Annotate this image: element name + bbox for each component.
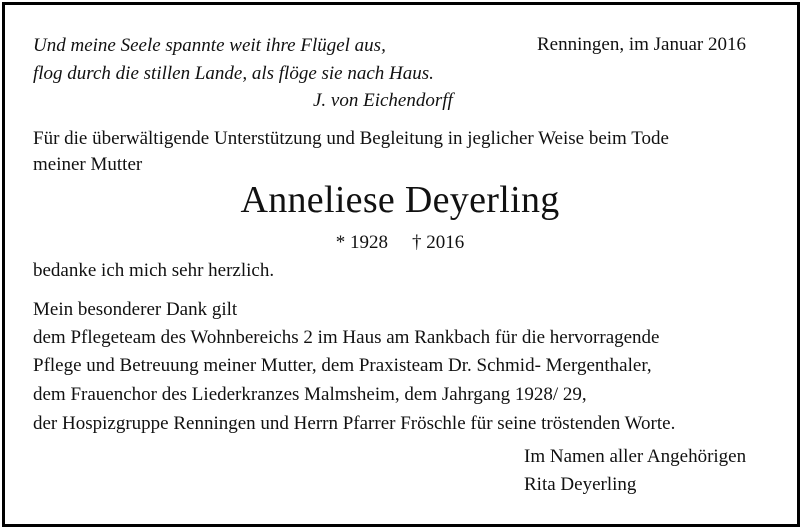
special-thanks-line: dem Pflegeteam des Wohnbereichs 2 im Haus am Rankbach für die hervorragende: [33, 327, 660, 348]
poem-line-2: flog durch die stillen Lande, als flöge sie nach Haus.: [33, 63, 434, 84]
special-thanks-line: der Hospizgruppe Renningen und Herrn Pfarrer Fröschle für seine tröstenden Worte.: [33, 413, 676, 434]
death-year: † 2016: [412, 232, 465, 253]
intro-line-1: Für die überwältigende Unterstützung und Begleitung in jeglicher Weise beim Tode: [33, 128, 669, 149]
signature-line-1: Im Namen aller Angehörigen: [524, 446, 747, 467]
thanks-line: bedanke ich mich sehr herzlich.: [33, 260, 275, 281]
poem-author: J. von Eichendorff: [313, 90, 453, 111]
special-thanks-line: dem Frauenchor des Liederkranzes Malmsheim, dem Jahrgang 1928/ 29,: [33, 384, 587, 405]
signature-name: Rita Deyerling: [524, 474, 637, 495]
life-dates: [0, 231, 800, 255]
deceased-name: Anneliese Deyerling: [240, 179, 560, 221]
intro-line-2: meiner Mutter: [33, 154, 143, 175]
birth-year: * 1928: [335, 232, 388, 253]
poem-line-1: Und meine Seele spannte weit ihre Flügel aus,: [33, 35, 386, 56]
special-thanks-line: Pflege und Betreuung meiner Mutter, dem Praxisteam Dr. Schmid- Mergenthaler,: [33, 355, 652, 376]
place-date: Renningen, im Januar 2016: [537, 34, 746, 55]
special-thanks-heading: Mein besonderer Dank gilt: [33, 299, 238, 320]
